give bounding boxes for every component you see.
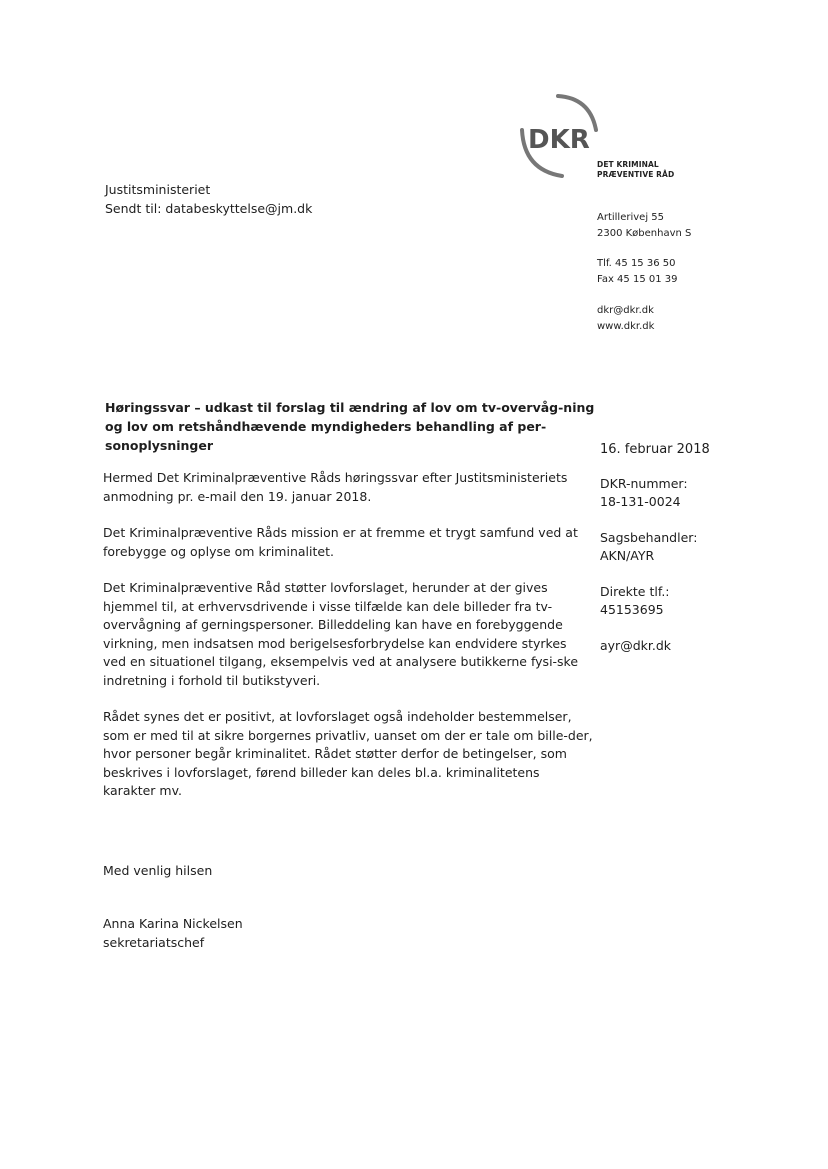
- case-number: 18-131-0024: [600, 494, 681, 509]
- recipient-sent-to: Sendt til: databeskyttelse@jm.dk: [105, 201, 313, 216]
- organization-name-line1: DET KRIMINAL: [597, 160, 659, 169]
- organization-name: [597, 160, 674, 180]
- sender-website[interactable]: www.dkr.dk: [597, 321, 655, 332]
- recipient-name: Justitsministeriet: [105, 182, 211, 197]
- sender-fax: Fax 45 15 01 39: [597, 274, 678, 285]
- case-number-block: [600, 475, 730, 512]
- body-paragraph-2: Det Kriminalpræventive Råds mission er at fremme et trygt samfund ved at forebygge og oplyse om kriminalitet.: [103, 525, 578, 559]
- body-paragraph-3: Det Kriminalpræventive Råd støtter lovforslaget, herunder at der gives hjemmel til, at erhvervsdrivende i visse tilfælde kan dele billeder fra tv-overvågning af gerningspersoner. Billeddeling kan have en forebyggende virkning, men indsatsen mod berigelsesforbrydelse kan endvidere styrkes ved en situationel tilgang, eksempelvis ved at analysere butikkerne fysi-ske indretning i forhold til butikstyveri.: [103, 580, 579, 688]
- letter-meta: [600, 441, 730, 672]
- handler-initials: AKN/AYR: [600, 548, 655, 563]
- sender-email[interactable]: dkr@dkr.dk: [597, 305, 654, 316]
- letter-date: 16. februar 2018: [600, 442, 710, 457]
- handler-label: Sagsbehandler:: [600, 529, 698, 545]
- direct-phone-label: Direkte tlf.:: [600, 583, 670, 599]
- sender-web-block: [597, 303, 654, 335]
- direct-phone: 45153695: [600, 602, 664, 617]
- signer-name: Anna Karina Nickelsen: [103, 916, 243, 931]
- logo-text: DKR: [528, 125, 590, 155]
- letter-body: [103, 469, 593, 819]
- contact-email[interactable]: ayr@dkr.dk: [600, 637, 672, 653]
- recipient-block: [105, 180, 312, 218]
- body-paragraph-1: Hermed Det Kriminalpræventive Råds høringssvar efter Justitsministeriets anmodning pr. e-mail den 19. januar 2018.: [103, 470, 568, 504]
- letter-subject: Høringssvar – udkast til forslag til ændring af lov om tv-overvåg-ning og lov om retshåndhævende myndigheders behandling af per-sonoplysninger: [105, 400, 595, 453]
- body-paragraph-4: Rådet synes det er positivt, at lovforslaget også indeholder bestemmelser, som er med til at sikre borgernes privatliv, uanset om der er tale om bille-der, hvor personer begår kriminalitet. Rådet støtter derfor de betingelser, som beskrives i lovforslaget, førend billeder kan deles bl.a. kriminalitetens karakter mv.: [103, 709, 593, 798]
- dkr-logo: [510, 90, 610, 185]
- sender-phone: Tlf. 45 15 36 50: [597, 258, 676, 269]
- sender-phone-block: [597, 256, 678, 288]
- address-street: Artillerivej 55: [597, 212, 665, 223]
- handler-block: [600, 529, 730, 566]
- signature-block: [103, 914, 243, 952]
- sender-address: [597, 210, 691, 242]
- organization-name-line2: PRÆVENTIVE RÅD: [597, 170, 675, 179]
- case-number-label: DKR-nummer:: [600, 475, 688, 491]
- letter-closing: Med venlig hilsen: [103, 863, 213, 878]
- signer-title: sekretariatschef: [103, 935, 205, 950]
- direct-phone-block: [600, 583, 730, 620]
- address-city: 2300 København S: [597, 228, 692, 239]
